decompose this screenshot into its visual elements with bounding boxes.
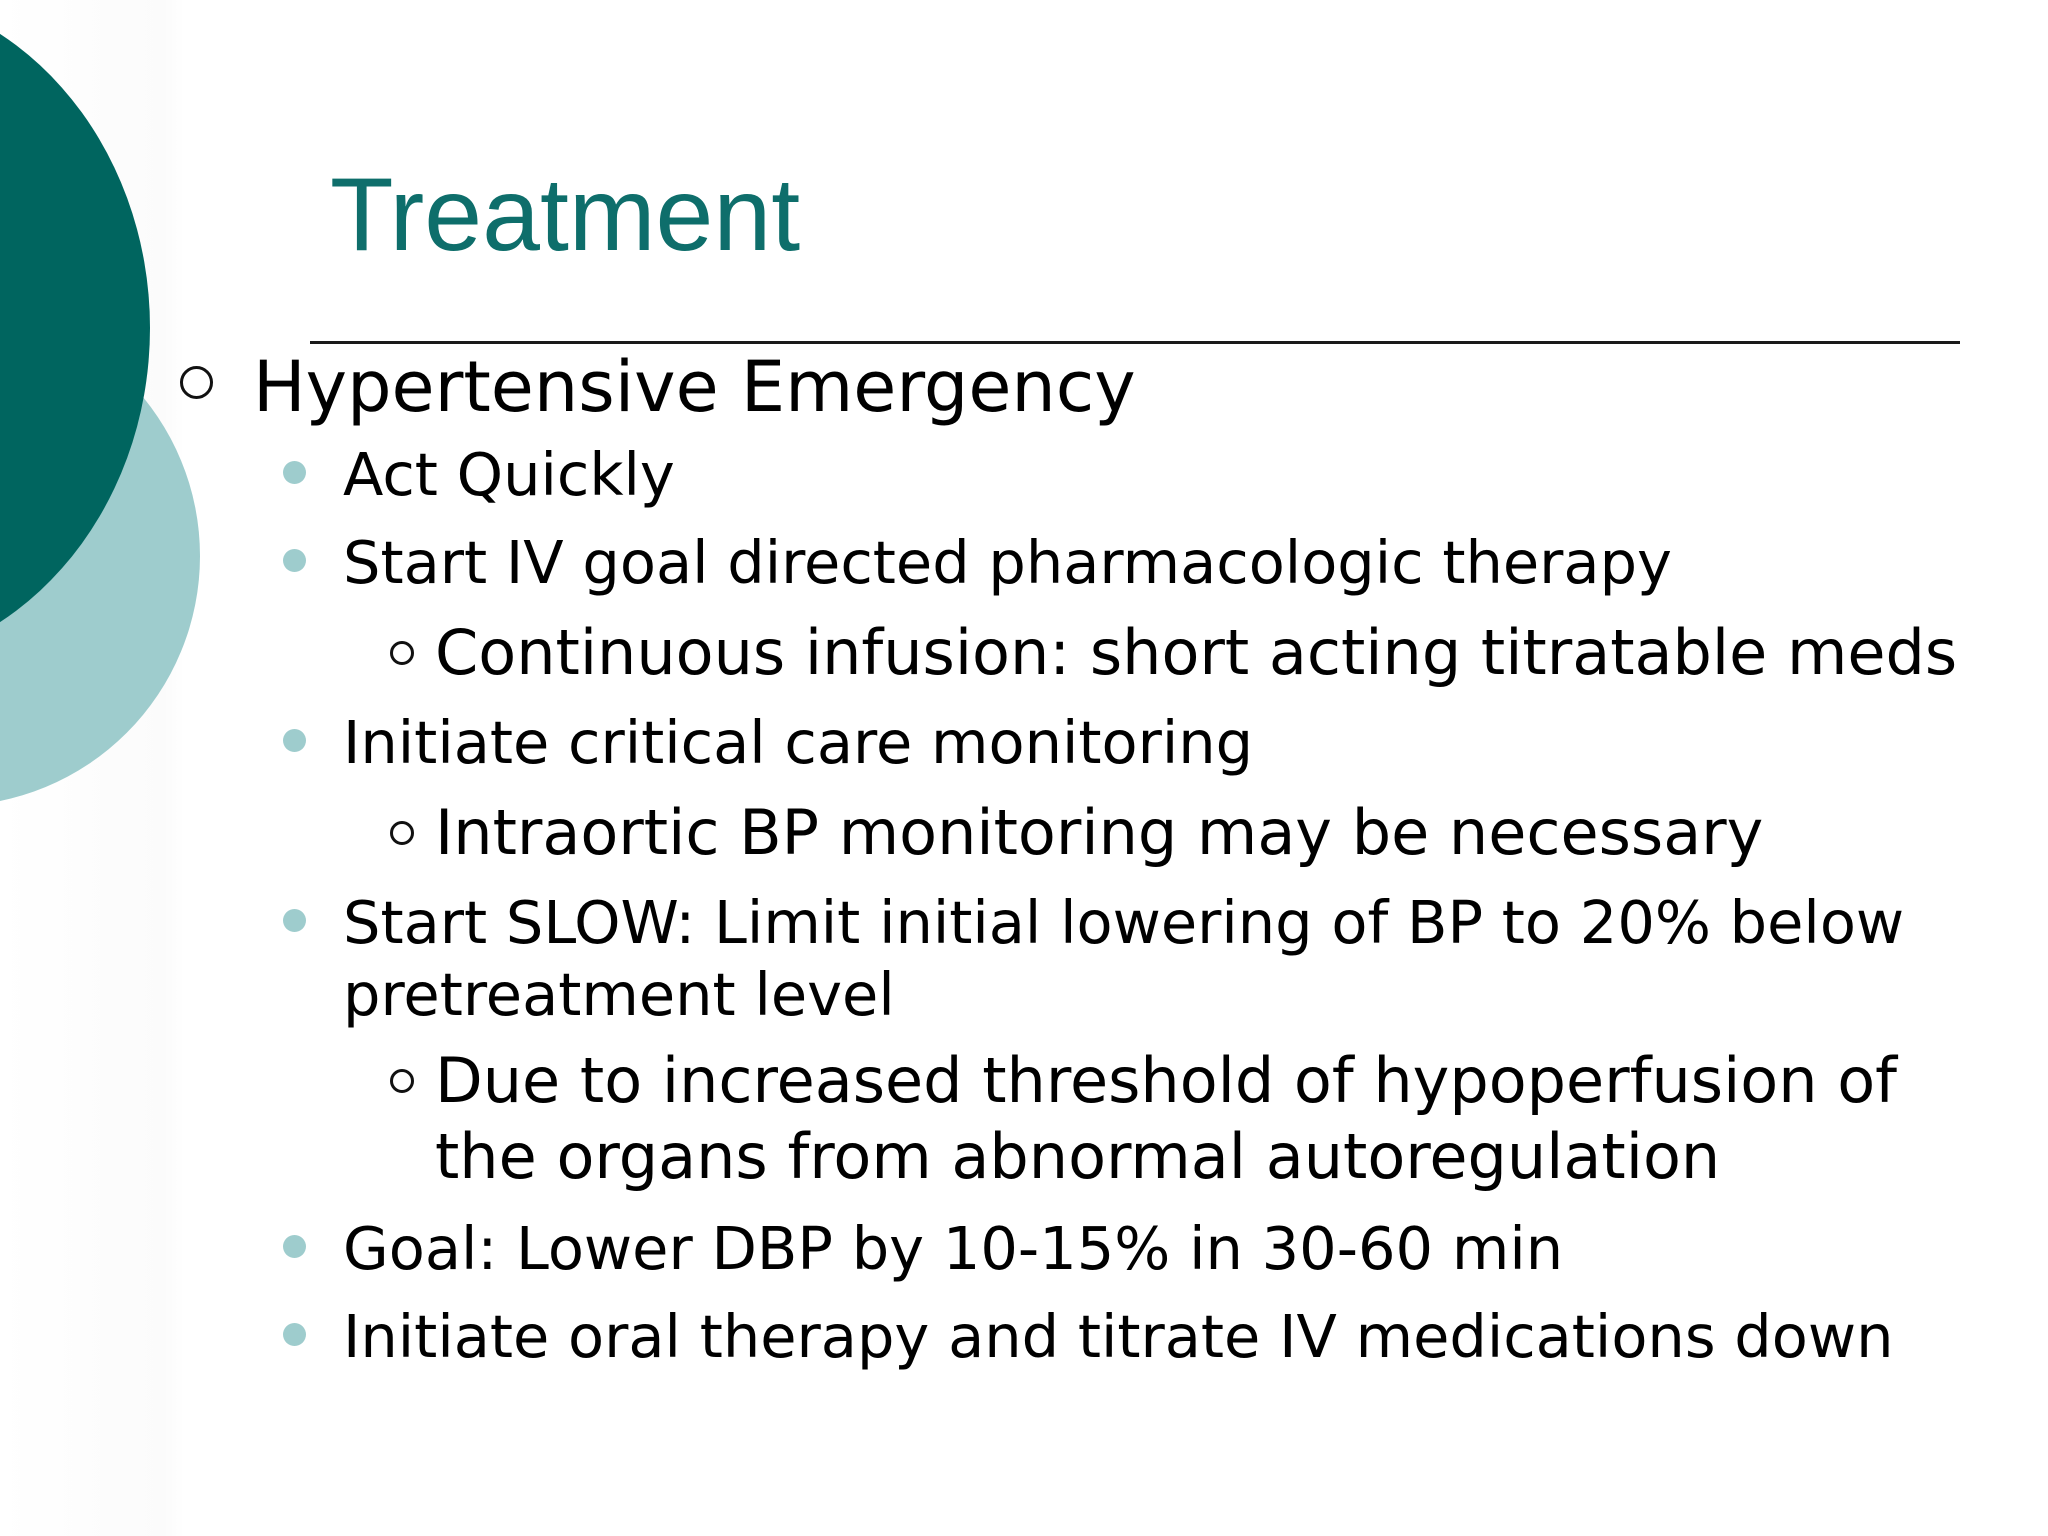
hollow-bullet-icon [390,1069,414,1093]
dot-bullet-icon [283,1235,306,1258]
dot-bullet-icon [283,729,306,752]
hollow-bullet-icon [390,821,414,845]
hollow-bullet-icon [390,641,414,665]
bullet-start-slow-line2: pretreatment level [343,960,895,1029]
bullet-critical-care-monitoring: Initiate critical care monitoring [343,708,1254,777]
dot-bullet-icon [283,1323,306,1346]
dot-bullet-icon [283,909,306,932]
bullet-oral-therapy: Initiate oral therapy and titrate IV medications down [343,1302,1894,1371]
bullet-continuous-infusion: Continuous infusion: short acting titratable meds [435,616,1958,689]
bullet-start-iv: Start IV goal directed pharmacologic therapy [343,528,1672,597]
bullet-act-quickly: Act Quickly [343,440,675,509]
dot-bullet-icon [283,461,306,484]
title-divider [310,341,1960,344]
bullet-hypoperfusion-line1: Due to increased threshold of hypoperfusion of [435,1044,1897,1117]
bullet-intraortic-bp: Intraortic BP monitoring may be necessary [435,796,1764,869]
slide-title: Treatment [330,157,801,273]
bullet-start-slow-line1: Start SLOW: Limit initial lowering of BP to 20% below [343,888,1905,957]
hollow-bullet-icon [180,366,213,399]
bullet-goal-lower-dbp: Goal: Lower DBP by 10-15% in 30-60 min [343,1214,1564,1283]
bullet-hypoperfusion-line2: the organs from abnormal autoregulation [435,1120,1721,1193]
dot-bullet-icon [283,549,306,572]
bullet-hypertensive-emergency: Hypertensive Emergency [253,346,1136,428]
